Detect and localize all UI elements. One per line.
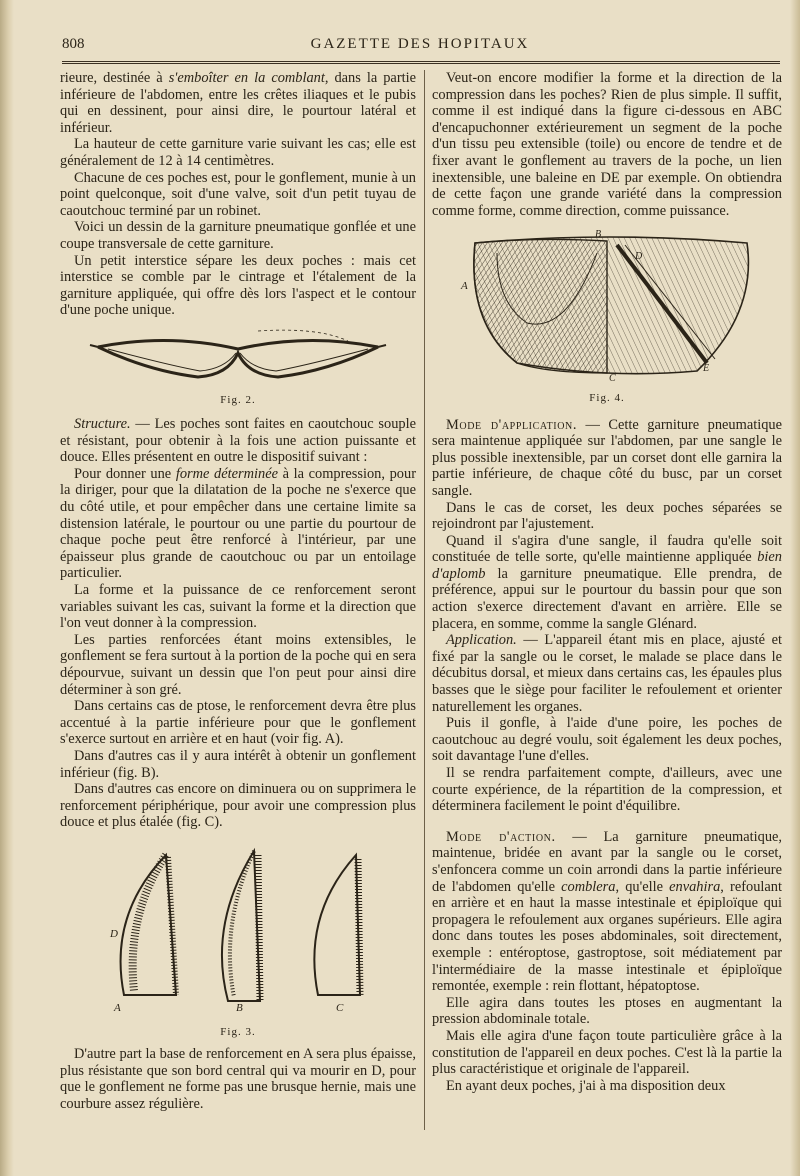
small-caps-heading: Mode d'application. (446, 416, 578, 433)
paragraph: D'autre part la base de renforcement en A sera plus épaisse, plus résistante que son bord central qui va mourir en D, pour que le gonflement ne forme pas une brusque hernie, mais une courbure assez régulière. (60, 1046, 416, 1112)
italic-run: envahira (669, 878, 721, 895)
paragraph: Elle agira dans toutes les ptoses en augmentant la pression abdominale totale. (432, 994, 782, 1028)
paragraph (60, 416, 416, 466)
paragraph (60, 70, 416, 136)
paragraph (60, 466, 416, 582)
text-run: — L'appareil étant mis en place, ajusté et fixé par la sangle ou le corset, le malade se place dans le décubitus dorsal, et mieux dans certains cas, les épaules plus basses que le siège pour faciliter le refoulement et orienter naturellement les organes. (432, 632, 782, 715)
label-c: C (336, 1001, 344, 1014)
paragraph: Voici un dessin de la garniture pneumatique gonflée et une coupe transversale de cette garniture. (60, 219, 416, 252)
text-run: , dans la partie inférieure de l'abdomen, entre les crêtes iliaques et le pubis qui en dessinent, pour ainsi dire, le pourtour latéral et inférieur. (60, 70, 416, 136)
header-rule (62, 61, 780, 64)
text-run: , refoulant en arrière et en haut la masse intestinale et épiploïque qui propagera le refoulement aux organes supérieurs. Elle agira donc dans toutes les poses abdominales, soit directement, exemple : entéroptose, gastroptose, soit médiatement par l'intermédiaire de la masse intestinale et épiploïque remontée, exemple : rein flottant, hépatoptose. (432, 878, 782, 995)
running-header (62, 36, 778, 56)
paragraph: En ayant deux poches, j'ai à ma disposition deux (446, 1077, 726, 1094)
paragraph: Dans certains cas de ptose, le renforcement devra être plus accentué à la partie inférieure pour que le gonflement s'exerce surtout en arrière et en haut (voir fig. A). (60, 698, 416, 748)
paragraph: Les parties renforcées étant moins extensibles, le gonflement se fera surtout à la portion de la poche qui en sera dépourvue, suivant un dessin que l'on peut pour ainsi dire déterminer à son gré. (60, 631, 416, 698)
figure-4 (432, 223, 782, 406)
figure-2 (60, 325, 416, 408)
paragraph: Dans d'autres cas encore on diminuera ou on supprimera le renforcement périphérique, pour avoir une compression plus douce et plus étalée (fig. C). (60, 781, 416, 831)
italic-run: bien d'aplomb (432, 549, 782, 582)
italic-run: s'emboîter en la comblant (168, 70, 325, 86)
figure-caption: Fig. 4. (589, 391, 625, 404)
left-column (60, 70, 416, 1113)
paragraph (432, 533, 782, 633)
figure-3 (60, 845, 416, 1040)
text-run: — Les poches sont faites en caoutchouc souple et résistant, pour obtenir à la fois une action puissante et douce. Elles présentent en outre le dispositif suivant : (60, 416, 416, 466)
pneumatic-garment-cross-section-drawing (88, 325, 388, 385)
text-run: — Cette garniture pneumatique sera maintenue appliquée sur l'abdomen, par une sangle le plus possible inextensible, par un corset dont elle garnira la partie inférieure, de chaque côté du busc, par un corset sangle. (432, 416, 782, 499)
page-number: 808 (62, 36, 85, 52)
text-run: la garniture pneumatique. Elle prendra, de préférence, appui sur le pourtour du bassin pour que son action s'exerce directement d'avant en arrière. Elle se placera, en somme, comme la sangle Glénard. (432, 565, 782, 632)
label-d: D (110, 927, 118, 940)
journal-title: GAZETTE DES HOPITAUX (310, 36, 530, 52)
paragraph: La hauteur de cette garniture varie suivant les cas; elle est généralement de 12 à 14 centimètres. (60, 136, 416, 169)
figure-caption: Fig. 3. (220, 1025, 256, 1038)
paragraph (432, 829, 782, 995)
paragraph: Dans le cas de corset, les deux poches séparées se rejoindront par l'ajustement. (432, 499, 782, 533)
label-a: A (461, 280, 468, 293)
text-run: à la compression, pour la diriger, pour que la dilatation de la poche ne s'exerce que du côté utile, et pour empêcher dans une certaine limite sa distension latérale, le pourtour ou une partie du pourtour de chaque poche peut être renforcé à l'intérieur, par une épaisseur plus grande de caoutchouc ou par un entoilage particulier. (60, 465, 416, 582)
label-a: A (114, 1001, 121, 1014)
paragraph: Mais elle agira d'une façon toute particulière grâce à la constitution de l'appareil en deux poches. C'est là la partie la plus caractéristique et originale de l'appareil. (432, 1027, 782, 1078)
italic-run: Structure. (74, 416, 131, 433)
label-b: B (595, 229, 602, 241)
label-e: E (703, 363, 710, 375)
text-run: Pour donner une (74, 465, 176, 482)
paragraph (432, 632, 782, 715)
page-edge-shadow (790, 0, 800, 1176)
paragraph: La forme et la puissance de ce renforcement seront variables suivant les cas, suivant la forme et la direction que l'on veut donner à la compression. (60, 582, 416, 632)
paragraph: Veut-on encore modifier la forme et la direction de la compression dans les poches? Rien de plus simple. Il suffit, comme il est indiqué dans la figure ci-dessous en ABC d'encapuchonner extérieurement un segment de la poche d'un tissu peu extensible (toile) ou encore de tendre et de fixer avant le gonflement au travers de la poche, un lien inextensible, une baleine en DE par exemple. On obtiendra de cette façon une grande variété dans la compression comme forme, comme direction, comme puissance. (432, 70, 782, 219)
paragraph: Il se rendra parfaitement compte, d'ailleurs, avec une courte expérience, de la répartition de la compression, et déterminera facilement le point d'équilibre. (432, 765, 782, 815)
italic-run: Application. (446, 632, 517, 649)
paragraph: Puis il gonfle, à l'aide d'une poire, les poches de caoutchouc au degré voulu, soit également les deux poches, soit davantage l'une d'elles. (432, 715, 782, 765)
figure-caption: Fig. 2. (220, 393, 256, 406)
text-run: rieure, destinée à (60, 70, 169, 86)
page-binding-shadow (0, 0, 14, 1176)
italic-run: comblera (561, 878, 616, 895)
label-d: D (635, 251, 643, 263)
reinforcement-variants-drawing (88, 845, 388, 1017)
small-caps-heading: Mode d'action. (446, 828, 556, 845)
text-run: , qu'elle (615, 878, 670, 895)
paragraph: Dans d'autres cas il y aura intérêt à obtenir un gonflement inférieur (fig. B). (60, 747, 416, 781)
column-rule (424, 70, 425, 1130)
text-run: Quand il s'agira d'une sangle, il faudra qu'elle soit constituée de telle sorte, qu'elle maintienne appliquée (432, 532, 782, 566)
encapsulated-pocket-drawing (457, 223, 757, 383)
text-run: — La garniture pneumatique, maintenue, bridée en avant par la sangle ou le corset, s'enfoncera comme un coin arrondi dans la partie inférieure de l'abdomen qu'elle (432, 828, 783, 895)
label-b: B (236, 1001, 243, 1014)
right-column (432, 70, 782, 1094)
paragraph: Chacune de ces poches est, pour le gonflement, munie à un point quelconque, soit d'une valve, soit d'un petit tuyau de caoutchouc terminé par un robinet. (60, 169, 416, 219)
label-c: C (609, 373, 616, 384)
paragraph: Un petit interstice sépare les deux poches : mais cet interstice se comble par le cintrage et l'étalement de la garniture appliquée, qui offre dès lors l'aspect et le contour d'une poche unique. (60, 252, 416, 319)
italic-run: forme déterminée (175, 465, 278, 482)
paragraph (432, 417, 782, 500)
